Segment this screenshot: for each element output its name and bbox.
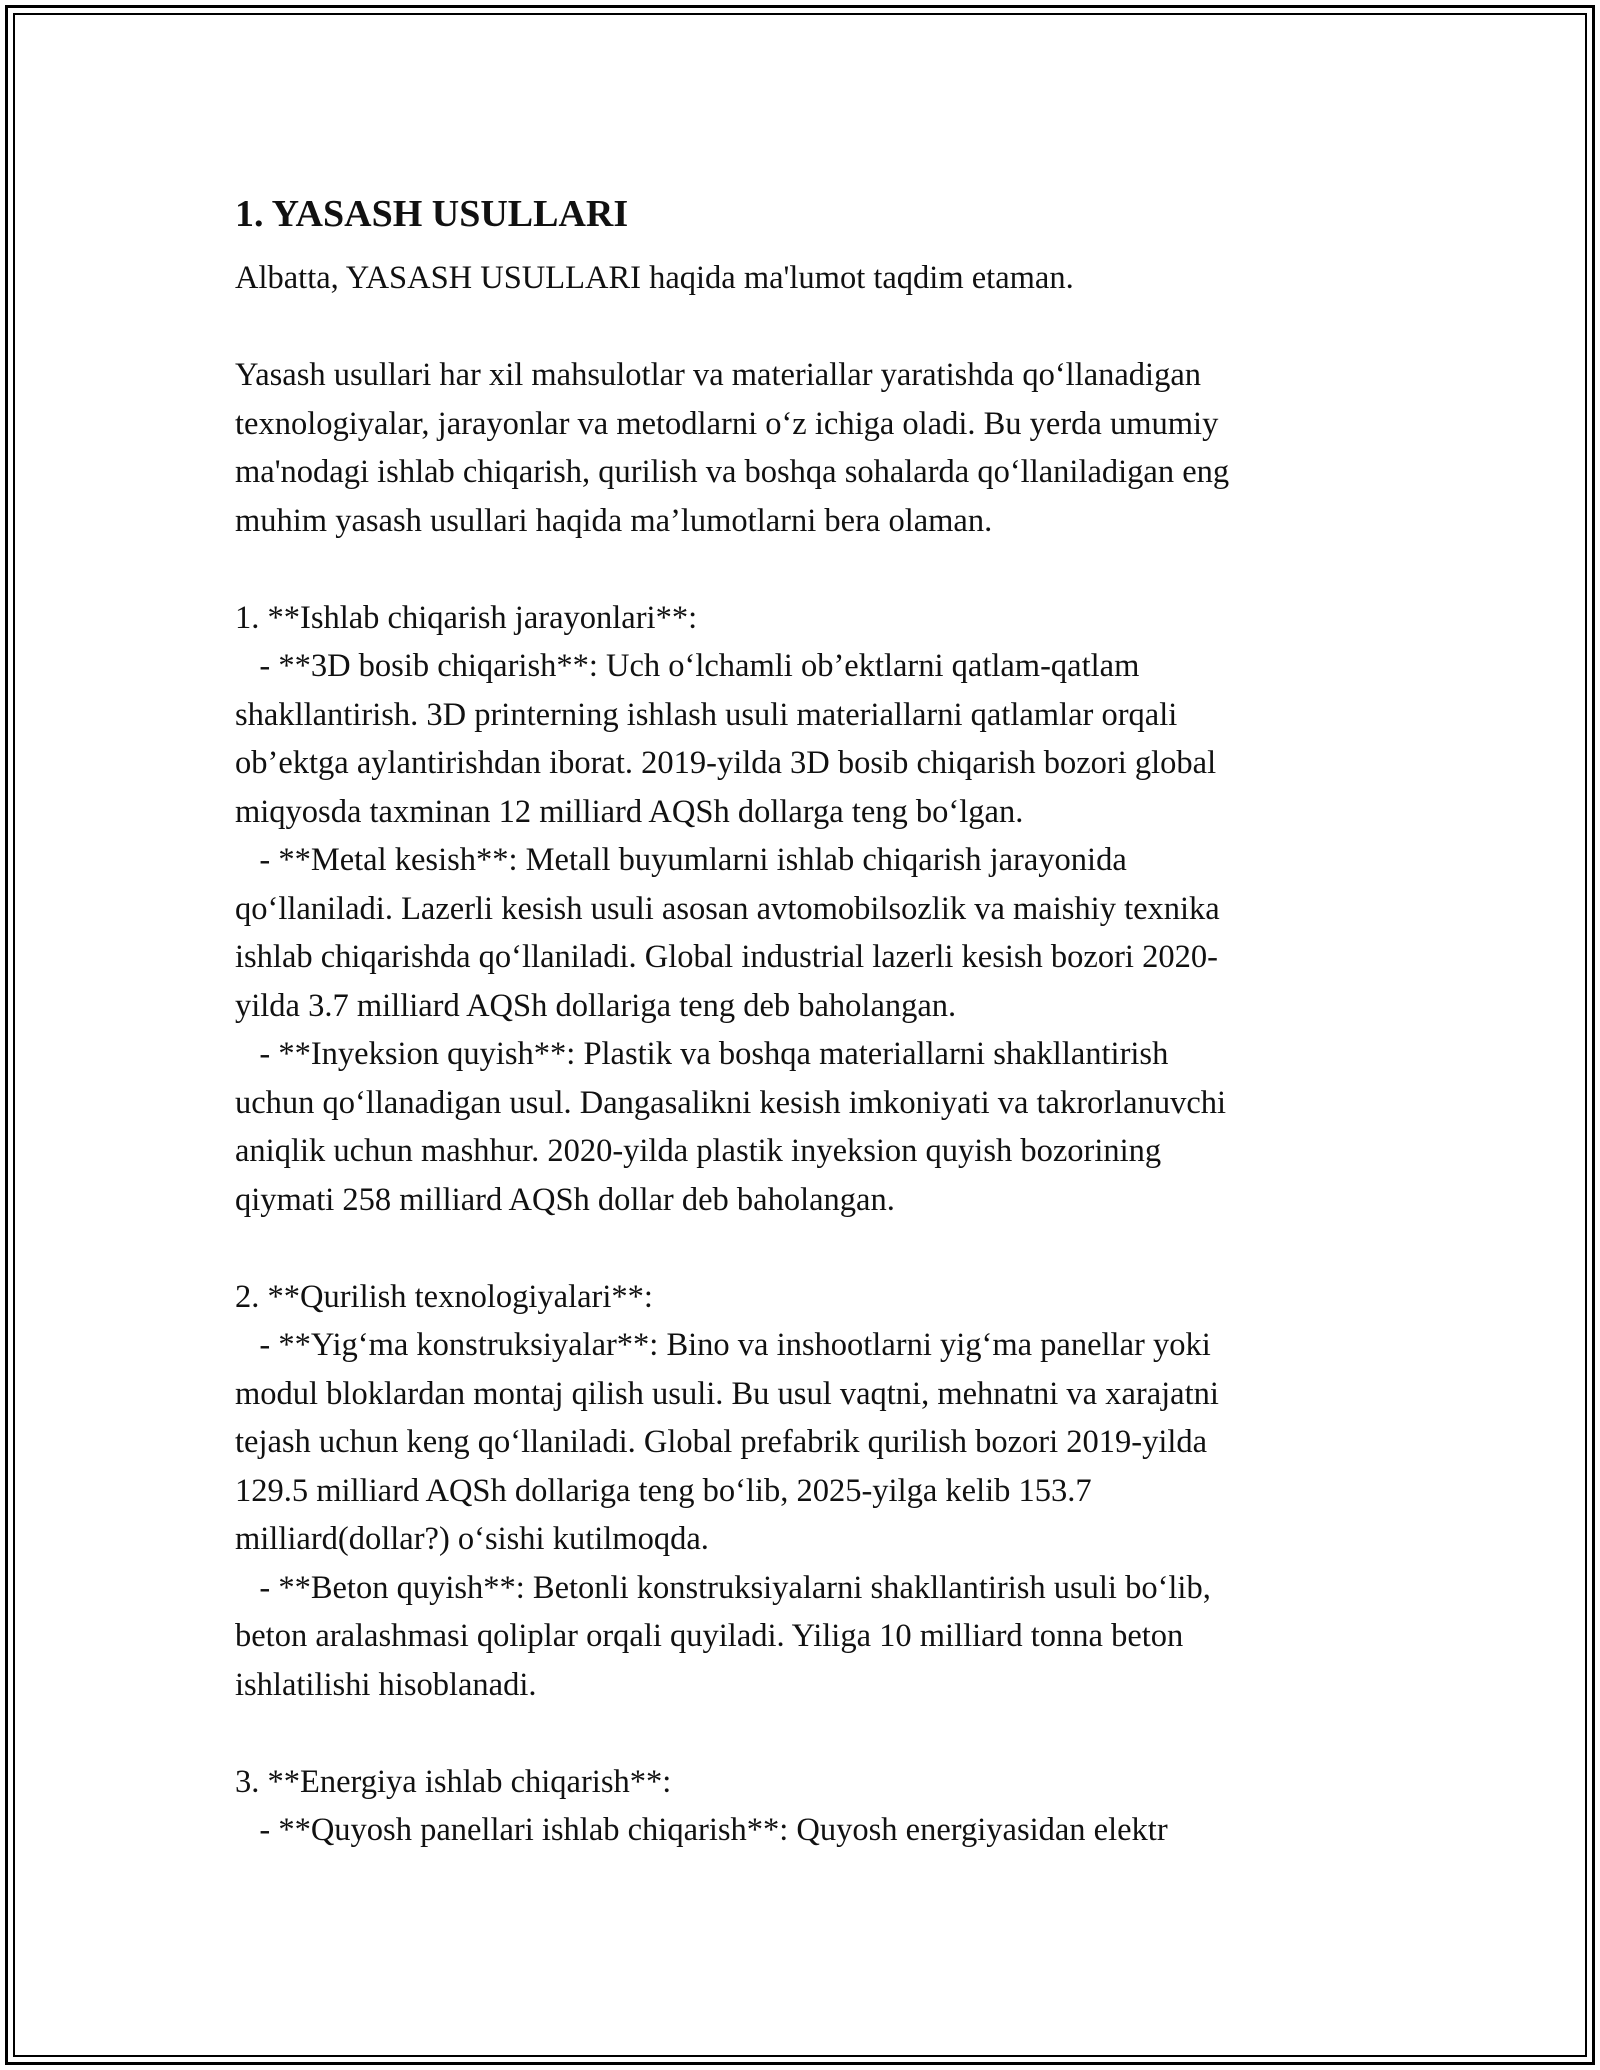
paragraph-gap — [235, 303, 1385, 352]
paragraph-gap — [235, 1709, 1385, 1758]
section-heading: 1. **Ishlab chiqarish jarayonlari**: — [235, 599, 698, 636]
list-item: - **3D bosib chiqarish**: Uch o‘lchamli ob’ektlarni qatlam-qatlam shakllantirish. 3D printerning ishlash usuli materiallarni qatlamlar orqali ob’ektga aylantirishdan iborat. 2019-yilda 3D bosib chiqarish bozori global miqyosda taxminan 12 milliard AQSh dollarga teng bo‘lgan. — [235, 648, 1217, 830]
section-energy — [235, 1758, 1385, 1855]
document-body — [235, 186, 1385, 1855]
overview-paragraph: Yasash usullari har xil mahsulotlar va materiallar yaratishda qo‘llanadigan texnologiyalar, jarayonlar va metodlarni o‘z ichiga oladi. Bu yerda umumiy ma'nodagi ishlab chiqarish, qurilish va boshqa sohalarda qo‘llaniladigan eng muhim yasash usullari haqida ma’lumotlarni bera olaman. — [235, 357, 1230, 539]
section-manufacturing — [235, 594, 1385, 1225]
section-heading: 2. **Qurilish texnologiyalari**: — [235, 1278, 653, 1315]
section-heading: 3. **Energiya ishlab chiqarish**: — [235, 1763, 672, 1800]
list-item: - **Inyeksion quyish**: Plastik va boshqa materiallarni shakllantirish uchun qo‘llanadigan usul. Dangasalikni kesish imkoniyati va takrorlanuvchi aniqlik uchun mashhur. 2020-yilda plastik inyeksion quyish bozorining qiymati 258 milliard AQSh dollar deb baholangan. — [235, 1036, 1227, 1218]
list-item: - **Quyosh panellari ishlab chiqarish**: Quyosh energiyasidan elektr — [235, 1812, 1168, 1848]
section-construction — [235, 1273, 1385, 1710]
paragraph-gap — [235, 545, 1385, 594]
list-item: - **Metal kesish**: Metall buyumlarni ishlab chiqarish jarayonida qo‘llaniladi. Lazerli kesish usuli asosan avtomobilsozlik va maishiy texnika ishlab chiqarishda qo‘llaniladi. Global industrial lazerli kesish bozori 2020- yilda 3.7 milliard AQSh dollariga teng deb baholangan. — [235, 842, 1220, 1024]
intro-paragraph: Albatta, YASASH USULLARI haqida ma'lumot taqdim etaman. — [235, 260, 1074, 296]
document-title: 1. YASASH USULLARI — [235, 193, 629, 235]
paragraph-gap — [235, 1224, 1385, 1273]
list-item: - **Yig‘ma konstruksiyalar**: Bino va inshootlarni yig‘ma panellar yoki modul bloklardan montaj qilish usuli. Bu usul vaqtni, mehnatni va xarajatni tejash uchun keng qo‘llaniladi. Global prefabrik qurilish bozori 2019-yilda 129.5 milliard AQSh dollariga teng bo‘lib, 2025-yilga kelib 153.7 milliard(dollar?) o‘sishi kutilmoqda. — [235, 1327, 1219, 1557]
list-item: - **Beton quyish**: Betonli konstruksiyalarni shakllantirish usuli bo‘lib, beton aralashmasi qoliplar orqali quyiladi. Yiliga 10 milliard tonna beton ishlatilishi hisoblanadi. — [235, 1569, 1211, 1703]
